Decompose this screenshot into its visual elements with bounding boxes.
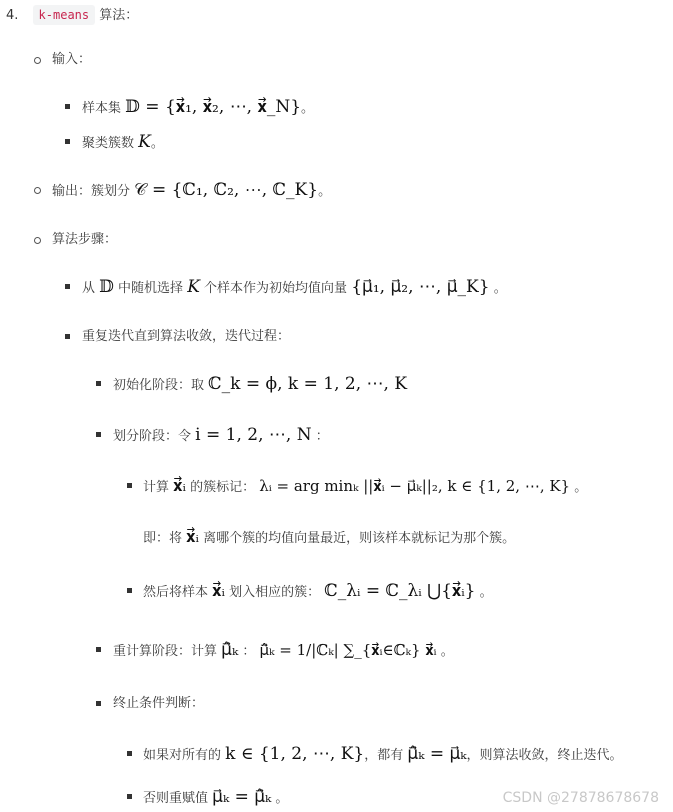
math-formula: 𝐱⃗ᵢ (212, 581, 225, 601)
text: 计算 (143, 480, 170, 495)
phase-recompute (113, 640, 454, 662)
math-formula: μ⃗ₖ = μ̂⃗ₖ (212, 787, 272, 807)
math-formula: 𝒞 = {ℂ₁, ℂ₂, ⋯, ℂ_K} (134, 180, 319, 200)
stop-condition: 终止条件判断： (113, 696, 205, 711)
text: 个样本作为初始均值向量 (204, 281, 348, 296)
list-item-4 (6, 5, 138, 26)
math-formula: 𝐱⃗ᵢ (186, 527, 199, 547)
list-number: 4. (6, 8, 19, 23)
square-bullet-icon (65, 284, 70, 289)
assign-line (143, 581, 493, 603)
math-formula: {μ⃗₁, μ⃗₂, ⋯, μ⃗_K} (351, 277, 490, 297)
text: 聚类簇数 (82, 136, 135, 151)
math-formula: μ̂⃗ₖ (221, 640, 239, 660)
text: 即：将 (143, 531, 183, 546)
phase-init (113, 374, 407, 396)
text: 从 (82, 281, 96, 296)
text: 输出：簇划分 (52, 184, 131, 199)
square-bullet-icon (65, 104, 70, 109)
square-bullet-icon (96, 381, 101, 386)
text: ： (315, 429, 329, 444)
circle-bullet-icon (34, 57, 41, 64)
text: 划入相应的簇： (229, 585, 321, 600)
square-bullet-icon (96, 432, 101, 437)
output-line (52, 180, 331, 202)
math-formula: K (187, 277, 200, 297)
math-formula: ℂ_k = ϕ, k = 1, 2, ⋯, K (208, 374, 408, 394)
text: 。 (150, 136, 164, 151)
square-bullet-icon (127, 794, 132, 799)
text: 。 (574, 480, 588, 495)
compute-note (143, 527, 515, 549)
square-bullet-icon (127, 483, 132, 488)
square-bullet-icon (96, 701, 101, 706)
phase-partition (113, 425, 329, 447)
reassign-condition (143, 787, 288, 809)
square-bullet-icon (127, 751, 132, 756)
input-dataset (82, 97, 314, 119)
math-formula: 𝔻 (99, 277, 114, 297)
inline-code: k-means (33, 5, 96, 25)
math-formula: 𝐱⃗ᵢ (173, 476, 186, 496)
text: ，则算法收敛，终止迭代。 (466, 748, 623, 763)
text: 然后将样本 (143, 585, 209, 600)
text: 初始化阶段：取 (113, 378, 205, 393)
text: 。 (479, 585, 493, 600)
text: 样本集 (82, 101, 122, 116)
square-bullet-icon (96, 647, 101, 652)
math-formula: λᵢ = arg minₖ ||𝐱⃗ᵢ − μ⃗ₖ||₂, k ∈ {1, 2, ⋯, K} (259, 477, 571, 495)
step-repeat: 重复迭代直到算法收敛，迭代过程： (82, 329, 291, 344)
text: 中随机选择 (118, 281, 184, 296)
math-formula: μ̂⃗ₖ = 1/|ℂₖ| ∑_{𝐱⃗ᵢ∈ℂₖ} 𝐱⃗ᵢ (259, 641, 437, 659)
math-formula: K (138, 132, 151, 152)
item-title: 算法： (99, 8, 139, 23)
text: 的簇标记： (190, 480, 256, 495)
square-bullet-icon (127, 588, 132, 593)
input-k (82, 132, 164, 154)
text: 。 (493, 281, 507, 296)
text: 。 (275, 791, 289, 806)
compute-label (143, 476, 587, 498)
text: 否则重赋值 (143, 791, 209, 806)
text: 。 (318, 184, 332, 199)
math-formula: ℂ_λᵢ = ℂ_λᵢ ⋃{𝐱⃗ᵢ} (324, 581, 476, 601)
watermark: CSDN @27878678678 (502, 790, 659, 806)
circle-bullet-icon (34, 237, 41, 244)
text: ： (242, 644, 256, 659)
math-formula: μ̂⃗ₖ = μ⃗ₖ (407, 744, 467, 764)
text: 离哪个簇的均值向量最近，则该样本就标记为那个簇。 (203, 531, 516, 546)
math-formula: 𝔻 = {𝐱⃗₁, 𝐱⃗₂, ⋯, 𝐱⃗_N} (125, 97, 302, 117)
text: 重计算阶段：计算 (113, 644, 218, 659)
math-formula: k ∈ {1, 2, ⋯, K} (225, 744, 365, 764)
converge-condition (143, 744, 623, 766)
text: ，都有 (364, 748, 404, 763)
math-formula: i = 1, 2, ⋯, N (195, 425, 312, 445)
square-bullet-icon (65, 139, 70, 144)
square-bullet-icon (65, 334, 70, 339)
step-init-centroids (82, 277, 507, 299)
text: 如果对所有的 (143, 748, 222, 763)
text: 。 (301, 101, 315, 116)
text: 划分阶段：令 (113, 429, 192, 444)
text: 。 (440, 644, 454, 659)
input-label: 输入： (52, 52, 92, 67)
steps-label: 算法步骤： (52, 232, 118, 247)
circle-bullet-icon (34, 187, 41, 194)
